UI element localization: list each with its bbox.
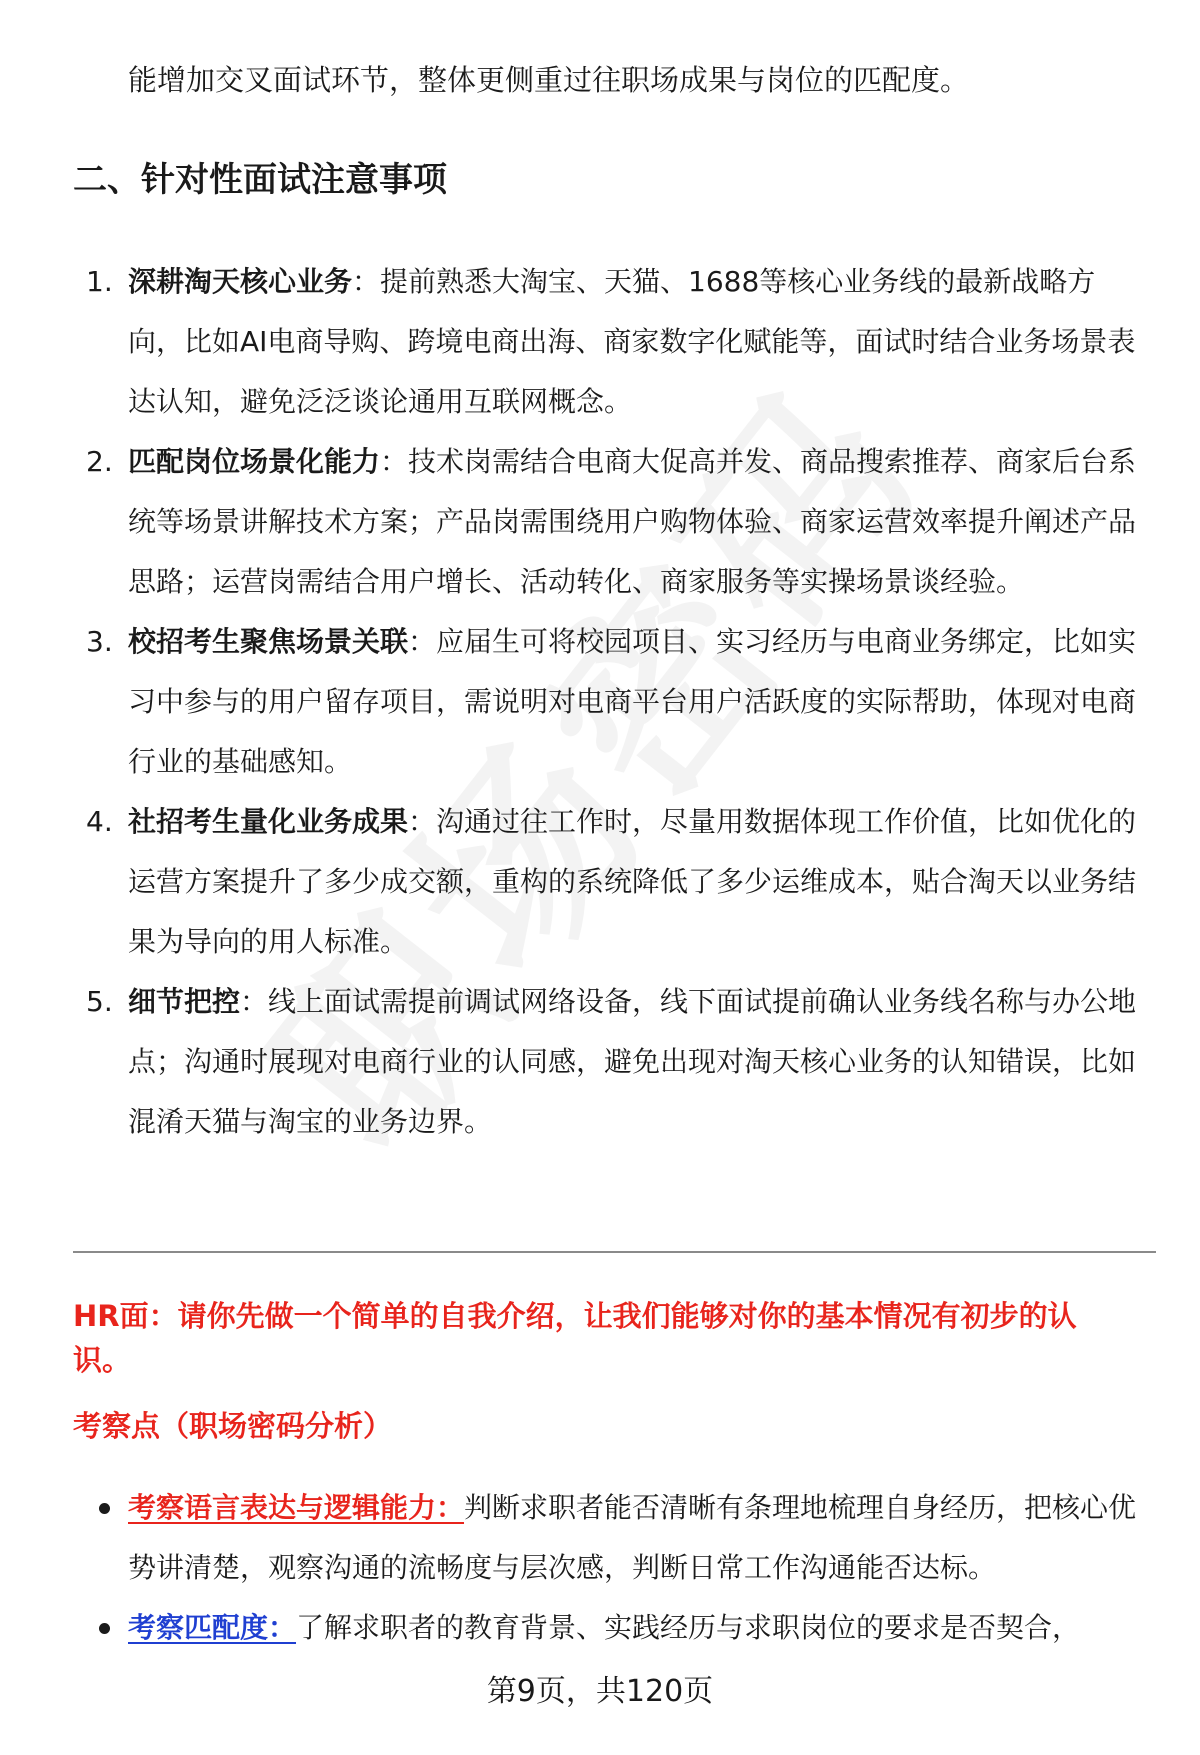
item-number: 2. xyxy=(86,445,113,478)
bullet-list xyxy=(0,1478,1200,1658)
exam-points-heading: 考察点（职场密码分析） xyxy=(73,1409,393,1443)
item-heading: 细节把控 xyxy=(128,985,241,1018)
list-item xyxy=(0,612,1150,792)
list-item xyxy=(0,972,1150,1152)
numbered-list xyxy=(0,252,1200,1152)
divider xyxy=(73,1251,1156,1253)
section-title: 二、针对性面试注意事项 xyxy=(73,160,447,200)
list-item xyxy=(0,792,1150,972)
bullet-item xyxy=(0,1598,1150,1658)
item-heading: 匹配岗位场景化能力 xyxy=(128,445,381,478)
item-text: ：应届生可将校园项目、实习经历与电商业务绑定，比如实习中参与的用户留存项目，需说明对电商平台用户活跃度的实际帮助，体现对电商行业的基础感知。 xyxy=(128,625,1137,778)
item-heading: 深耕淘天核心业务 xyxy=(128,265,353,298)
bullet-dot-icon xyxy=(99,1503,110,1514)
bullet-text: 判断求职者能否清晰有条理地梳理自身经历，把核心优势讲清楚，观察沟通的流畅度与层次感，判断日常工作沟通能否达标。 xyxy=(128,1491,1137,1584)
item-text: ：沟通过往工作时，尽量用数据体现工作价值，比如优化的运营方案提升了多少成交额，重构的系统降低了多少运维成本，贴合淘天以业务结果为导向的用人标准。 xyxy=(128,805,1137,958)
item-number: 1. xyxy=(86,265,113,298)
item-text: ：提前熟悉大淘宝、天猫、1688等核心业务线的最新战略方向，比如AI电商导购、跨境电商出海、商家数字化赋能等，面试时结合业务场景表达认知，避免泛泛谈论通用互联网概念。 xyxy=(128,265,1136,418)
exam-point-link[interactable]: 考察匹配度： xyxy=(128,1611,297,1644)
bullet-dot-icon xyxy=(99,1623,110,1634)
bullet-item xyxy=(0,1478,1150,1598)
exam-point-link[interactable]: 考察语言表达与逻辑能力： xyxy=(128,1491,465,1524)
page-footer: 第9页，共120页 xyxy=(486,1674,714,1709)
item-number: 4. xyxy=(86,805,113,838)
item-number: 5. xyxy=(86,985,113,1018)
bullet-text: 了解求职者的教育背景、实践经历与求职岗位的要求是否契合， xyxy=(296,1611,1081,1644)
item-text: ：技术岗需结合电商大促高并发、商品搜索推荐、商家后台系统等场景讲解技术方案；产品岗需围绕用户购物体验、商家运营效率提升阐述产品思路；运营岗需结合用户增长、活动转化、商家服务等实操场景谈经验。 xyxy=(128,445,1137,598)
list-item xyxy=(0,252,1150,432)
list-item xyxy=(0,432,1150,612)
item-number: 3. xyxy=(86,625,113,658)
item-heading: 校招考生聚焦场景关联 xyxy=(128,625,409,658)
hr-question: HR面：请你先做一个简单的自我介绍，让我们能够对你的基本情况有初步的认识。 xyxy=(73,1299,1077,1377)
item-text: ：线上面试需提前调试网络设备，线下面试提前确认业务线名称与办公地点；沟通时展现对电商行业的认同感，避免出现对淘天核心业务的认知错误，比如混淆天猫与淘宝的业务边界。 xyxy=(128,985,1137,1138)
intro-paragraph: 能增加交叉面试环节，整体更侧重过往职场成果与岗位的匹配度。 xyxy=(128,63,970,97)
item-heading: 社招考生量化业务成果 xyxy=(128,805,409,838)
